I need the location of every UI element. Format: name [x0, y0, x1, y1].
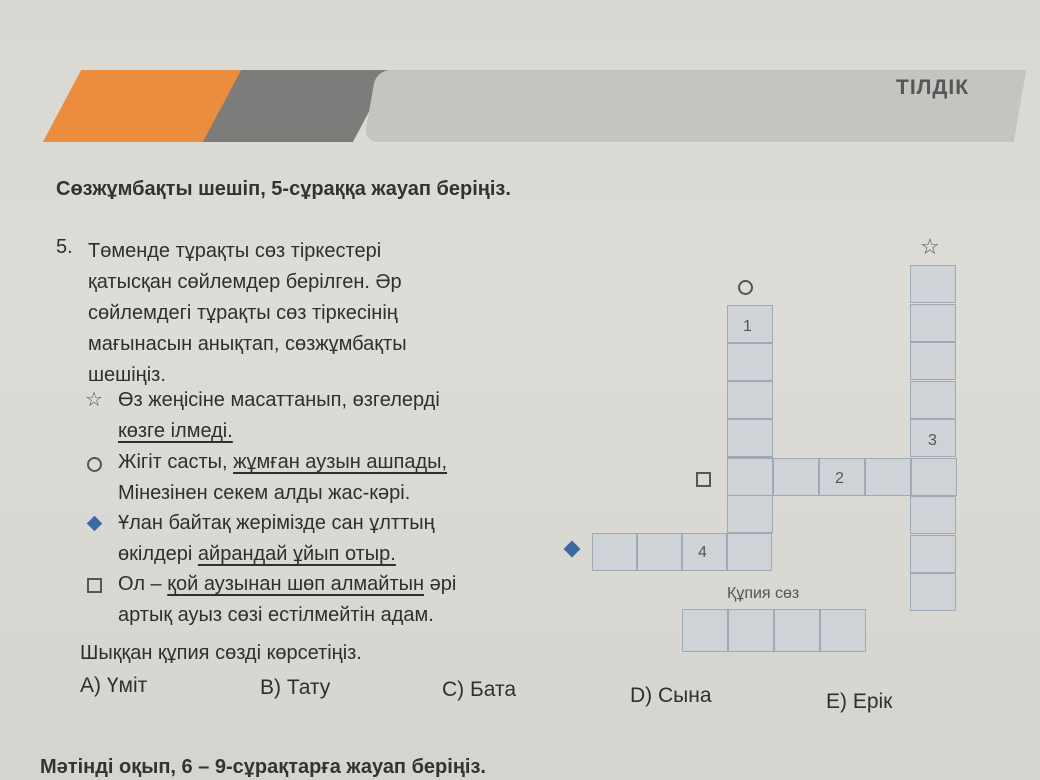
secret-word-label: Құпия сөз [727, 585, 800, 602]
clue-number-2: 2 [835, 470, 844, 487]
crossword-cell[interactable] [727, 458, 773, 496]
question-text [88, 236, 508, 391]
crossword-cell[interactable] [910, 304, 956, 342]
crossword-cell[interactable] [820, 609, 866, 652]
clue-diamond-pre: өкілдері [118, 543, 198, 565]
crossword-cell[interactable] [910, 573, 956, 611]
crossword-cell[interactable] [774, 609, 820, 652]
circle-icon [82, 447, 106, 482]
clue-circle [82, 447, 542, 509]
crossword-cell[interactable] [910, 342, 956, 380]
clue-square [82, 569, 542, 631]
clue-star [82, 385, 542, 447]
crossword-cell[interactable] [592, 533, 637, 571]
clue-square-pre: Ол – [118, 573, 168, 595]
clue-circle-line2: Мінезінен секем алды жас-кәрі. [118, 482, 411, 504]
option-b[interactable]: B) Тату [260, 676, 331, 699]
crossword-cell[interactable] [910, 381, 956, 419]
next-section-instruction: Мәтінді оқып, 6 – 9-сұрақтарға жауап беріңіз. [40, 756, 486, 778]
crossword-cell[interactable] [682, 609, 728, 652]
clue-number-1: 1 [743, 318, 752, 335]
clue-diamond [82, 508, 542, 570]
clue-number-3: 3 [928, 432, 937, 449]
clue-square-idiom: қой аузынан шөп алмайтын [167, 573, 425, 595]
crossword-cell[interactable] [727, 343, 773, 381]
option-e[interactable]: E) Ерік [826, 690, 893, 713]
clue-star-line1: Өз жеңісіне масаттанып, өзгелерді [118, 389, 440, 411]
answer-prompt: Шыққан құпия сөзді көрсетіңіз. [80, 642, 362, 664]
clue-circle-idiom: жұмған аузын ашпады, [233, 451, 448, 473]
diamond-icon [564, 541, 581, 558]
option-c[interactable]: C) Бата [442, 678, 517, 701]
crossword-cell[interactable] [637, 533, 682, 571]
option-d[interactable]: D) Сына [630, 684, 712, 707]
crossword-cell[interactable] [727, 419, 773, 457]
crossword-cell[interactable] [728, 609, 774, 652]
clue-star-idiom: көзге ілмеді. [118, 420, 233, 442]
option-a[interactable]: A) Үміт [80, 674, 148, 697]
square-icon [82, 569, 106, 603]
instruction-heading: Сөзжұмбақты шешіп, 5-сұраққа жауап беріңіз. [56, 178, 511, 200]
crossword-cell[interactable] [727, 533, 772, 571]
section-tag: ТІЛДІК [896, 76, 970, 99]
clue-square-line2: артық ауыз сөзі естілмейтін адам. [118, 604, 434, 626]
circle-icon [738, 280, 753, 295]
diamond-icon [82, 508, 106, 539]
crossword-cell[interactable] [910, 535, 956, 573]
crossword-cell[interactable] [727, 495, 773, 533]
clue-square-post: әрі [424, 573, 457, 595]
question-line: сөйлемдегі тұрақты сөз тіркесінің [88, 302, 398, 324]
question-line: шешіңіз. [88, 364, 166, 386]
star-icon: ☆ [85, 389, 103, 411]
crossword-cell[interactable] [911, 458, 957, 496]
clue-diamond-line1: Ұлан байтақ жерімізде сан ұлттың [118, 512, 435, 534]
crossword-cell[interactable] [910, 265, 956, 303]
clue-diamond-idiom: айрандай ұйып отыр. [197, 543, 396, 565]
star-icon: ☆ [920, 234, 940, 259]
square-icon [696, 472, 711, 487]
clue-circle-pre: Жігіт састы, [118, 451, 234, 473]
crossword-cell[interactable] [727, 381, 773, 419]
question-number: 5. [56, 236, 73, 258]
crossword-cell[interactable] [773, 458, 819, 496]
clue-number-4: 4 [698, 544, 707, 561]
question-line: мағынасын анықтап, сөзжұмбақты [88, 333, 407, 355]
question-line: Төменде тұрақты сөз тіркестері [88, 240, 382, 262]
crossword-cell[interactable] [910, 496, 956, 534]
crossword-cell[interactable] [865, 458, 911, 496]
question-line: қатысқан сөйлемдер берілген. Әр [88, 271, 402, 293]
